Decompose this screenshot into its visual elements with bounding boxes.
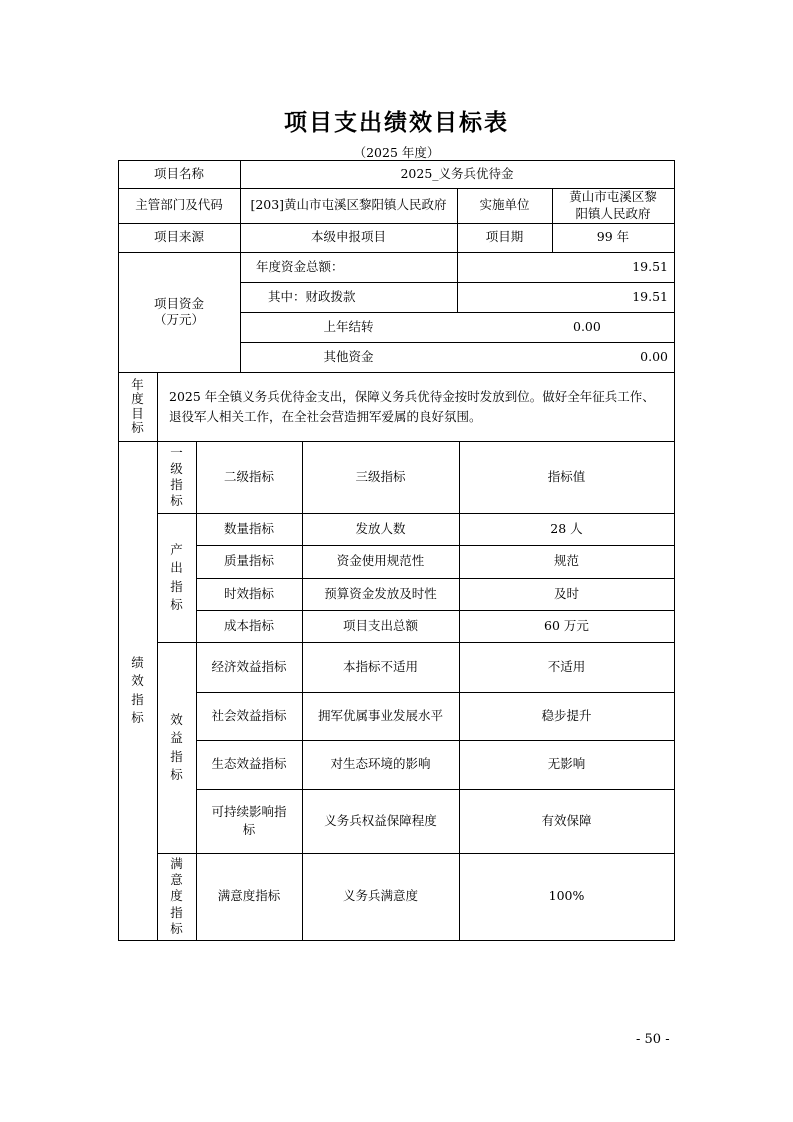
dept-value: [203]黄山市屯溪区黎阳镇人民政府 [250, 197, 447, 213]
benefit-row-value: 有效保障 [541, 812, 592, 828]
benefit-row-value: 无影响 [547, 756, 586, 772]
output-label: 产 出 指 标 [170, 542, 183, 612]
header-level2: 二级指标 [223, 468, 274, 484]
output-row-value: 28 人 [550, 520, 583, 536]
source-value: 本级申报项目 [310, 229, 386, 245]
project-name-label: 项目名称 [153, 165, 204, 181]
header-value: 指标值 [547, 468, 586, 484]
satisfaction-label: 满 意 度 指 标 [170, 855, 183, 936]
funds-label: 项目资金 （万元） [153, 296, 204, 327]
benefit-row-level2: 生态效益指标 [211, 756, 287, 772]
period-value: 99 年 [596, 229, 630, 245]
impl-label: 实施单位 [479, 197, 530, 213]
benefit-row-level3: 对生态环境的影响 [330, 756, 431, 772]
benefit-row-level2: 可持续影响指标 [211, 803, 287, 837]
output-row-value: 60 万元 [544, 617, 589, 633]
benefit-row-level2: 经济效益指标 [211, 658, 287, 674]
page-title: 项目支出绩效目标表 [284, 109, 509, 136]
indicators-label: 绩 效 指 标 [131, 655, 144, 725]
source-label: 项目来源 [153, 229, 204, 245]
impl-value: 黄山市屯溪区黎阳镇人民政府 [569, 189, 657, 221]
funds-other-value: 0.00 [640, 348, 668, 364]
funds-total-value: 19.51 [632, 258, 668, 274]
funds-carryover-label: 上年结转 [323, 318, 374, 334]
funds-other-label: 其他资金 [323, 348, 374, 364]
goal-text: 2025 年全镇义务兵优待金支出，保障义务兵优待金按时发放到位。做好全年征兵工作、退役军人相关工作，在全社会营造拥军爱属的良好氛围。 [169, 388, 655, 424]
satisfaction-row-level3: 义务兵满意度 [342, 888, 418, 904]
output-row-level2: 质量指标 [223, 553, 274, 569]
dept-label: 主管部门及代码 [135, 197, 223, 213]
benefit-row-level3: 拥军优属事业发展水平 [317, 707, 443, 723]
project-name-value: 2025_义务兵优待金 [400, 165, 514, 181]
benefit-row-level3: 义务兵权益保障程度 [324, 812, 437, 828]
output-row-level3: 项目支出总额 [342, 617, 418, 633]
benefit-row-level3: 本指标不适用 [342, 658, 418, 674]
goal-label: 年 度 目 标 [131, 376, 144, 435]
page-subtitle: （2025 年度） [353, 145, 440, 160]
funds-total-label: 年度资金总额： [256, 258, 344, 274]
output-row-level3: 资金使用规范性 [336, 553, 425, 569]
funds-fiscal-value: 19.51 [632, 288, 668, 304]
output-row-level3: 预算资金发放及时性 [324, 585, 437, 601]
output-row-level2: 数量指标 [223, 520, 274, 536]
benefit-label: 效 益 指 标 [170, 712, 183, 782]
header-level3: 三级指标 [355, 468, 406, 484]
output-row-level2: 成本指标 [223, 617, 274, 633]
satisfaction-row-level2: 满意度指标 [217, 888, 281, 904]
period-label: 项目期 [485, 229, 524, 245]
benefit-row-value: 稳步提升 [541, 707, 592, 723]
output-row-value: 及时 [553, 585, 579, 601]
benefit-row-value: 不适用 [547, 658, 586, 674]
funds-fiscal-label: 其中：财政拨款 [268, 288, 356, 304]
output-row-level3: 发放人数 [355, 520, 406, 536]
benefit-row-level2: 社会效益指标 [211, 707, 287, 723]
output-row-level2: 时效指标 [223, 585, 274, 601]
header-level1: 一 级 指 标 [170, 444, 183, 509]
output-row-value: 规范 [553, 553, 579, 569]
satisfaction-row-value: 100% [548, 888, 585, 904]
page-number: - 50 - [636, 1032, 670, 1047]
funds-carryover-value: 0.00 [573, 318, 601, 334]
